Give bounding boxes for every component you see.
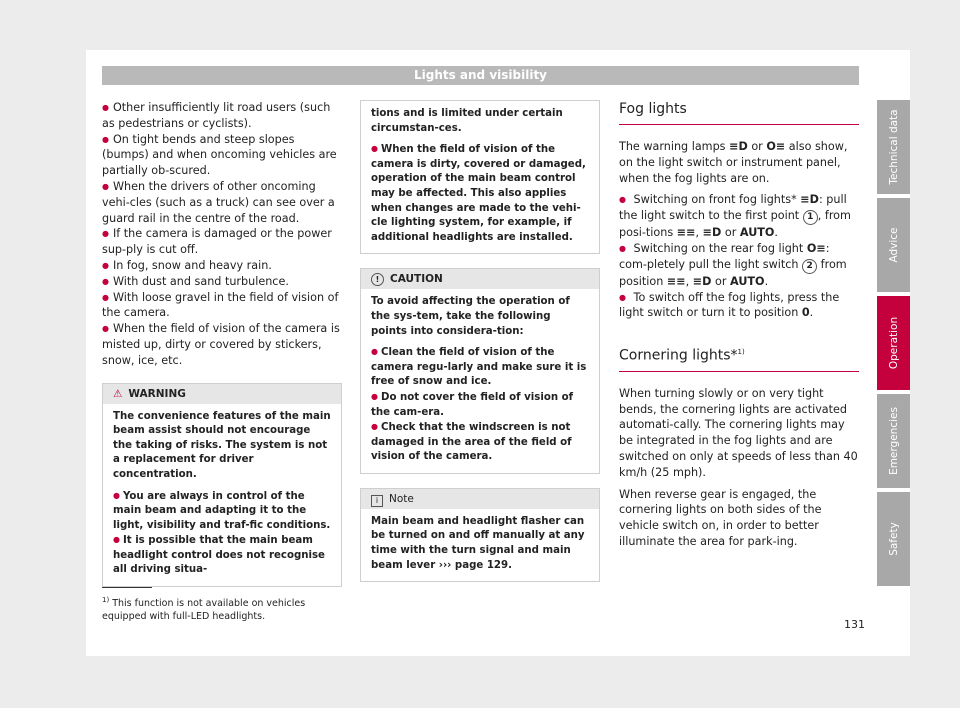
list-item: ● With loose gravel in the field of vision of the camera.: [102, 290, 342, 322]
warning-body: [103, 404, 341, 587]
tab-label: Emergencies: [887, 407, 900, 475]
tab-label: Advice: [887, 227, 900, 263]
fog-b2-text3: from position: [619, 257, 847, 288]
page-header: Lights and visibility: [102, 66, 859, 85]
footnote: [102, 594, 347, 623]
tab-advice[interactable]: [877, 198, 910, 292]
tab-technical-data[interactable]: [877, 100, 910, 194]
footnote-ref: 1): [737, 348, 745, 357]
list-item: ● It is possible that the main beam headlight control does not recognise all driving situa-: [113, 533, 331, 578]
dipped-beam-icon: ≡D: [702, 226, 722, 240]
fog-b2-text: Switching on the rear fog light: [633, 241, 804, 255]
list-item: [619, 290, 859, 322]
warning-label: WARNING: [128, 387, 186, 400]
caution-header: [361, 269, 599, 289]
warning-box-continued: [360, 100, 600, 254]
note-box: [360, 488, 600, 582]
fog-b1-text3: , from posi-tions: [619, 209, 851, 240]
list-item: ● When the drivers of other oncoming vehi-cles (such as a truck) can see over a guard rail in the centre of the road.: [102, 179, 342, 226]
list-item: ● You are always in control of the main beam and adapting it to the light, visibility and traf-fic conditions.: [113, 489, 331, 534]
fog-b2-or: or: [715, 274, 727, 288]
rear-fog-icon: O≡: [806, 241, 826, 255]
list-item: ● Do not cover the field of vision of the cam-era.: [371, 390, 589, 420]
caution-box: [360, 268, 600, 474]
footnote-divider: [102, 587, 152, 588]
cornering-paragraph: When turning slowly or on very tight bends, the cornering lights are activated automati-cally. The cornering lights may be integrated in the fog lights and are switched on only at speeds of less than 40 km/h (25 mph).: [619, 386, 858, 479]
tab-label: Operation: [887, 316, 900, 370]
fog-b1-end: .: [774, 226, 778, 240]
list-item: ● Switching on the rear fog light O≡: com-pletely pull the light switch 2 from position ≡≡, ≡D or AUTO.: [619, 241, 859, 290]
tab-label: Technical data: [887, 109, 900, 185]
list-item: ● Check that the windscreen is not damaged in the area of the field of vision of the camera.: [371, 420, 589, 465]
side-tabs: [877, 100, 910, 590]
warning-body-continued: [361, 101, 599, 253]
list-item: ● When the field of vision of the camera is dirty, covered or damaged, operation of the main beam control may be affected. This also applies when changes are made to the vehi-cle lighting system, for example, if additional headlights are installed.: [371, 142, 589, 245]
fog-b1-text: Switching on front fog lights*: [633, 193, 797, 207]
note-icon: i: [371, 495, 383, 507]
tab-label: Safety: [887, 522, 900, 556]
tab-safety[interactable]: [877, 492, 910, 586]
caution-intro: To avoid affecting the operation of the sys-tem, take the following points into considera-tion:: [371, 296, 570, 337]
cornering-paragraph: When reverse gear is engaged, the cornering lights on both sides of the vehicle switch on, in order to better illuminate the area for park-ing.: [619, 487, 822, 548]
list-item: ● On tight bends and steep slopes (bumps) and when oncoming vehicles are partially ob-scured.: [102, 132, 342, 179]
list-item: ● Clean the field of vision of the camera regu-larly and make sure it is free of snow and ice.: [371, 345, 589, 390]
list-item: ● Other insufficiently lit road users (such as pedestrians or cyclists).: [102, 100, 342, 132]
warning-box: [102, 383, 342, 588]
auto-label: AUTO: [739, 226, 775, 240]
list-item: ● In fog, snow and heavy rain.: [102, 258, 342, 274]
rear-fog-icon: O≡: [766, 140, 786, 153]
fog-b1-text2: : pull the light switch to the first point: [619, 193, 847, 223]
page-number: 131: [844, 618, 865, 631]
column-2: [360, 100, 600, 582]
list-item: ● When the field of vision of the camera is misted up, dirty or covered by stickers, snow, ice, etc.: [102, 321, 342, 368]
footnote-mark: 1): [102, 596, 110, 604]
side-light-icon: ≡≡: [676, 226, 696, 240]
column-1: [102, 100, 342, 587]
callout-number: 1: [803, 210, 818, 225]
cornering-title-text: Cornering lights*: [619, 347, 738, 364]
caution-label: CAUTION: [390, 273, 443, 286]
fog-intro: [619, 139, 859, 186]
warning-continued-text: tions and is limited under certain circumstan-ces.: [371, 108, 563, 134]
list-item: ● With dust and sand turbulence.: [102, 274, 342, 290]
front-fog-icon: ≡D: [800, 193, 819, 207]
fog-lights-title: Fog lights: [619, 100, 859, 125]
note-label: Note: [389, 492, 414, 505]
dipped-beam-icon: ≡D: [692, 274, 712, 288]
side-light-icon: ≡≡: [666, 274, 686, 288]
fog-b3-text: To switch off the fog lights, press the light switch or turn it to position: [619, 290, 840, 320]
warning-triangle-icon: ⚠: [113, 387, 123, 400]
caution-icon: !: [371, 273, 384, 286]
fog-b1-or: or: [724, 226, 737, 240]
warning-header: [103, 384, 341, 404]
page-link[interactable]: ››› page 129: [438, 559, 509, 571]
tab-operation[interactable]: [877, 296, 910, 390]
position-zero: 0: [801, 306, 810, 320]
note-body: [361, 509, 599, 581]
note-text: Main beam and headlight flasher can be turned on and off manually at any time with the turn signal and main beam lever: [371, 515, 585, 571]
tab-emergencies[interactable]: [877, 394, 910, 488]
list-item: ● Switching on front fog lights* ≡D: pull the light switch to the first point 1 , from posi-tions ≡≡, ≡D or AUTO.: [619, 192, 859, 241]
fog-intro-text: The warning lamps: [619, 140, 726, 153]
warning-intro: The convenience features of the main beam assist should not encourage the taking of risks. The system is not a replacement for driver concentration.: [113, 410, 331, 480]
column-3: [619, 100, 859, 556]
fog-intro-text-end: also show, on the light switch or instrument panel, when the fog lights are on.: [619, 140, 848, 185]
fog-b2-end: .: [764, 274, 769, 288]
cornering-lights-title: [619, 343, 859, 372]
caution-body: [361, 289, 599, 473]
note-end: .: [508, 559, 512, 571]
footnote-text: This function is not available on vehicles equipped with full-LED headlights.: [102, 598, 306, 622]
fog-intro-or: or: [751, 140, 763, 153]
front-fog-icon: ≡D: [729, 140, 748, 153]
fog-b2-text2: : com-pletely pull the light switch: [619, 241, 830, 271]
fog-b3-end: .: [809, 306, 814, 320]
auto-label: AUTO: [730, 274, 765, 288]
note-header: [361, 489, 599, 509]
list-item: ● If the camera is damaged or the power sup-ply is cut off.: [102, 226, 342, 258]
callout-number: 2: [802, 259, 817, 274]
